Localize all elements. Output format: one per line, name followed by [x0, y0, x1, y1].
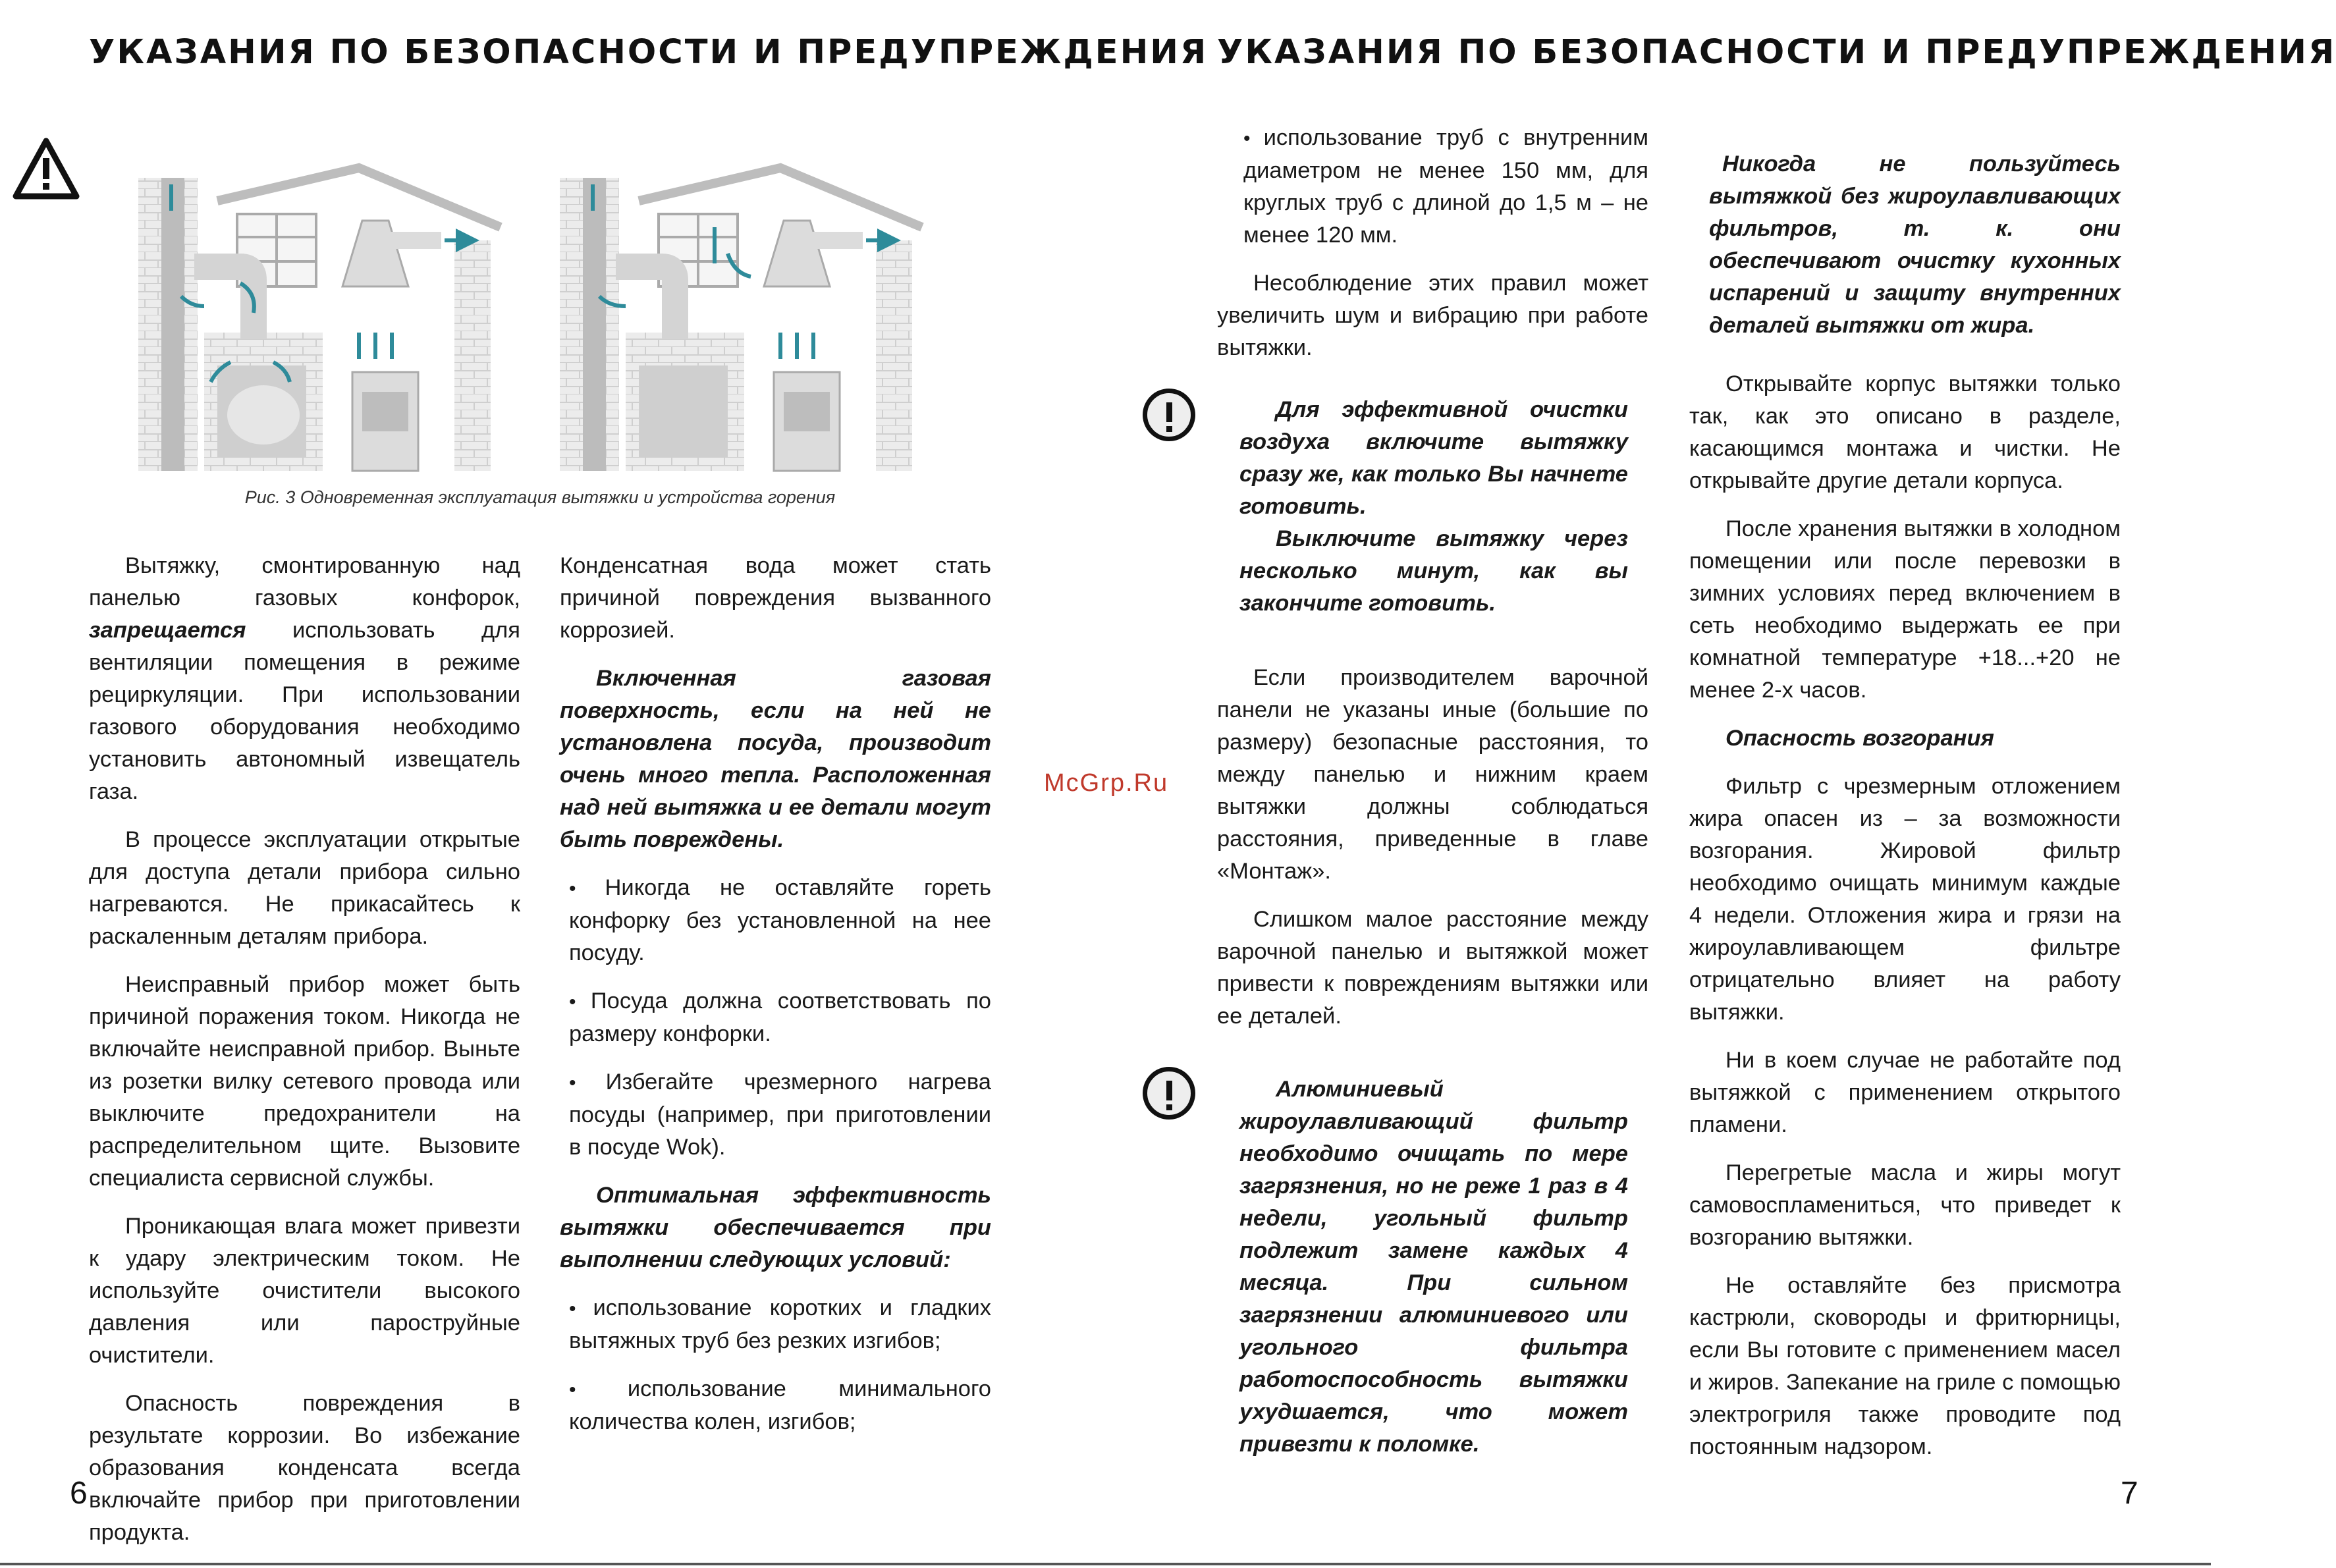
note-paragraph: Для эффективной очистки воздуха включите вытяжку сразу же, как только Вы начнете готовить.: [1239, 397, 1628, 519]
paragraph: В процессе эксплуатации открытые для доступа детали прибора сильно нагреваются. Не прикасайтесь к раскаленным деталям прибора.: [89, 827, 520, 949]
bullet-item: • использование коротких и гладких вытяжных труб без резких изгибов;: [569, 1295, 991, 1353]
right-column-1: [1217, 122, 1648, 380]
paragraph: Несоблюдение этих правил может увеличить шум и вибрацию при работе вытяжки.: [1217, 271, 1648, 360]
paragraph: Открывайте корпус вытяжки только так, как это описано в разделе, касающимся монтажа и чистки. Не открывайте другие детали корпуса.: [1689, 371, 2121, 493]
warning-paragraph: Никогда не пользуйтесь вытяжкой без жироулавливающих фильтров, т. к. они обеспечивают очистку кухонных испарений и защиту внутренних деталей вытяжки от жира.: [1709, 151, 2121, 338]
left-page-number: 6: [70, 1476, 88, 1511]
watermark: McGrp.Ru: [1044, 769, 1169, 797]
paragraph: Слишком малое расстояние между варочной панелью и вытяжкой может привести к повреждениям вытяжки или ее деталей.: [1217, 907, 1648, 1029]
bullet-item: • использование минимального количества колен, изгибов;: [569, 1376, 991, 1434]
exclamation-circle-icon: [1143, 389, 1195, 441]
warning-triangle-icon: [11, 136, 82, 202]
figure-illustration: [132, 142, 988, 471]
bullet-item: • Посуда должна соответствовать по размеру конфорки.: [569, 988, 991, 1046]
section-heading: Опасность возгорания: [1725, 726, 1994, 751]
paragraph: После хранения вытяжки в холодном помещении или после перевозки в зимних условиях перед включением в сеть необходимо выдержать ее при комнатной температуре +18...+20 не менее 2-х часов.: [1689, 516, 2121, 703]
figure-caption: Рис. 3 Одновременная эксплуатация вытяжки и устройства горения: [244, 487, 836, 507]
note-paragraph: Алюминиевый жироулавливающий фильтр необходимо очищать по мере загрязнения, но не реже 1 раз в 4 недели, угольный фильтр подлежит замене каждых 4 месяца. При сильном загрязнении алюминиевого или угольного фильтра работоспособность вытяжки ухудшается, что может привезти к поломке.: [1239, 1077, 1628, 1457]
footer-line: [0, 1563, 2211, 1565]
paragraph: Конденсатная вода может стать причиной повреждения вызванного коррозией.: [560, 553, 991, 643]
paragraph: Не оставляйте без присмотра кастрюли, сковороды и фритюрницы, если Вы готовите с применением масел и жиров. Запекание на гриле с помощью электрогриля также проводите под постоянным надзором.: [1689, 1273, 2121, 1459]
emphasis-paragraph: Оптимальная эффективность вытяжки обеспечивается при выполнении следующих условий:: [560, 1183, 991, 1272]
right-page-title: УКАЗАНИЯ ПО БЕЗОПАСНОСТИ И ПРЕДУПРЕЖДЕНИЯ: [1217, 33, 2336, 72]
note-1: [1239, 394, 1628, 635]
paragraph: Если производителем варочной панели не указаны иные (большие по размеру) безопасные расстояния, то между панелью и нижним краем вытяжки должны соблюдаться расстояния, приведенные в главе «Монтаж».: [1217, 665, 1648, 884]
house-right: [560, 168, 922, 471]
bullet-item: • Избегайте чрезмерного нагрева посуды (например, при приготовлении в посуде Wok).: [569, 1069, 991, 1160]
note-2: [1239, 1073, 1628, 1476]
paragraph: Проникающая влага может привезти к удару электрическим током. Не используйте очистители высокого давления или пароструйные очистители.: [89, 1214, 520, 1368]
left-page-title: УКАЗАНИЯ ПО БЕЗОПАСНОСТИ И ПРЕДУПРЕЖДЕНИЯ: [89, 33, 1209, 72]
exclamation-circle-icon: [1143, 1067, 1195, 1120]
paragraph: Вытяжку, смонтированную над панелью газовых конфорок, запрещается использовать для вентиляции помещения в режиме рециркуляции. При использовании газового оборудования необходимо установить автономный извещатель газа.: [89, 553, 520, 804]
left-column-1: [89, 550, 520, 1565]
right-page-number: 7: [2121, 1476, 2138, 1511]
house-left: [138, 168, 501, 471]
warning-paragraph: Включенная газовая поверхность, если на ней не установлена посуда, производит очень много тепла. Расположенная над ней вытяжка и ее детали могут быть повреждены.: [560, 666, 991, 852]
bullet-item: • Никогда не оставляйте гореть конфорку без установленной на нее посуду.: [569, 875, 991, 965]
left-column-2: [560, 550, 991, 1454]
bullet-item: • использование труб с внутренним диаметром не менее 150 мм, для круглых труб с длиной до 1,5 м – не менее 120 мм.: [1243, 125, 1648, 248]
right-column-2: [1689, 148, 2121, 1479]
paragraph: Перегретые масла и жиры могут самовоспламениться, что приведет к возгоранию вытяжки.: [1689, 1160, 2121, 1250]
paragraph: Неисправный прибор может быть причиной поражения током. Никогда не включайте неисправной прибор. Выньте из розетки вилку сетевого провода или выключите предохранители на распределительном щите. Вызовите специалиста сервисной службы.: [89, 972, 520, 1191]
paragraph: Опасность повреждения в результате коррозии. Во избежание образования конденсата всегда включайте прибор при приготовлении продукта.: [89, 1391, 520, 1545]
paragraph: Ни в коем случае не работайте под вытяжкой с применением открытого пламени.: [1689, 1048, 2121, 1137]
note-paragraph: Выключите вытяжку через несколько минут, как вы закончите готовить.: [1239, 526, 1628, 616]
paragraph: Фильтр с чрезмерным отложением жира опасен из – за возможности возгорания. Жировой фильтр необходимо очищать минимум каждые 4 недели. Отложения жира и грязи на жироулавливающем фильтре отрицательно влияет на работу вытяжки.: [1689, 774, 2121, 1025]
right-column-1-middle: [1217, 662, 1648, 1048]
